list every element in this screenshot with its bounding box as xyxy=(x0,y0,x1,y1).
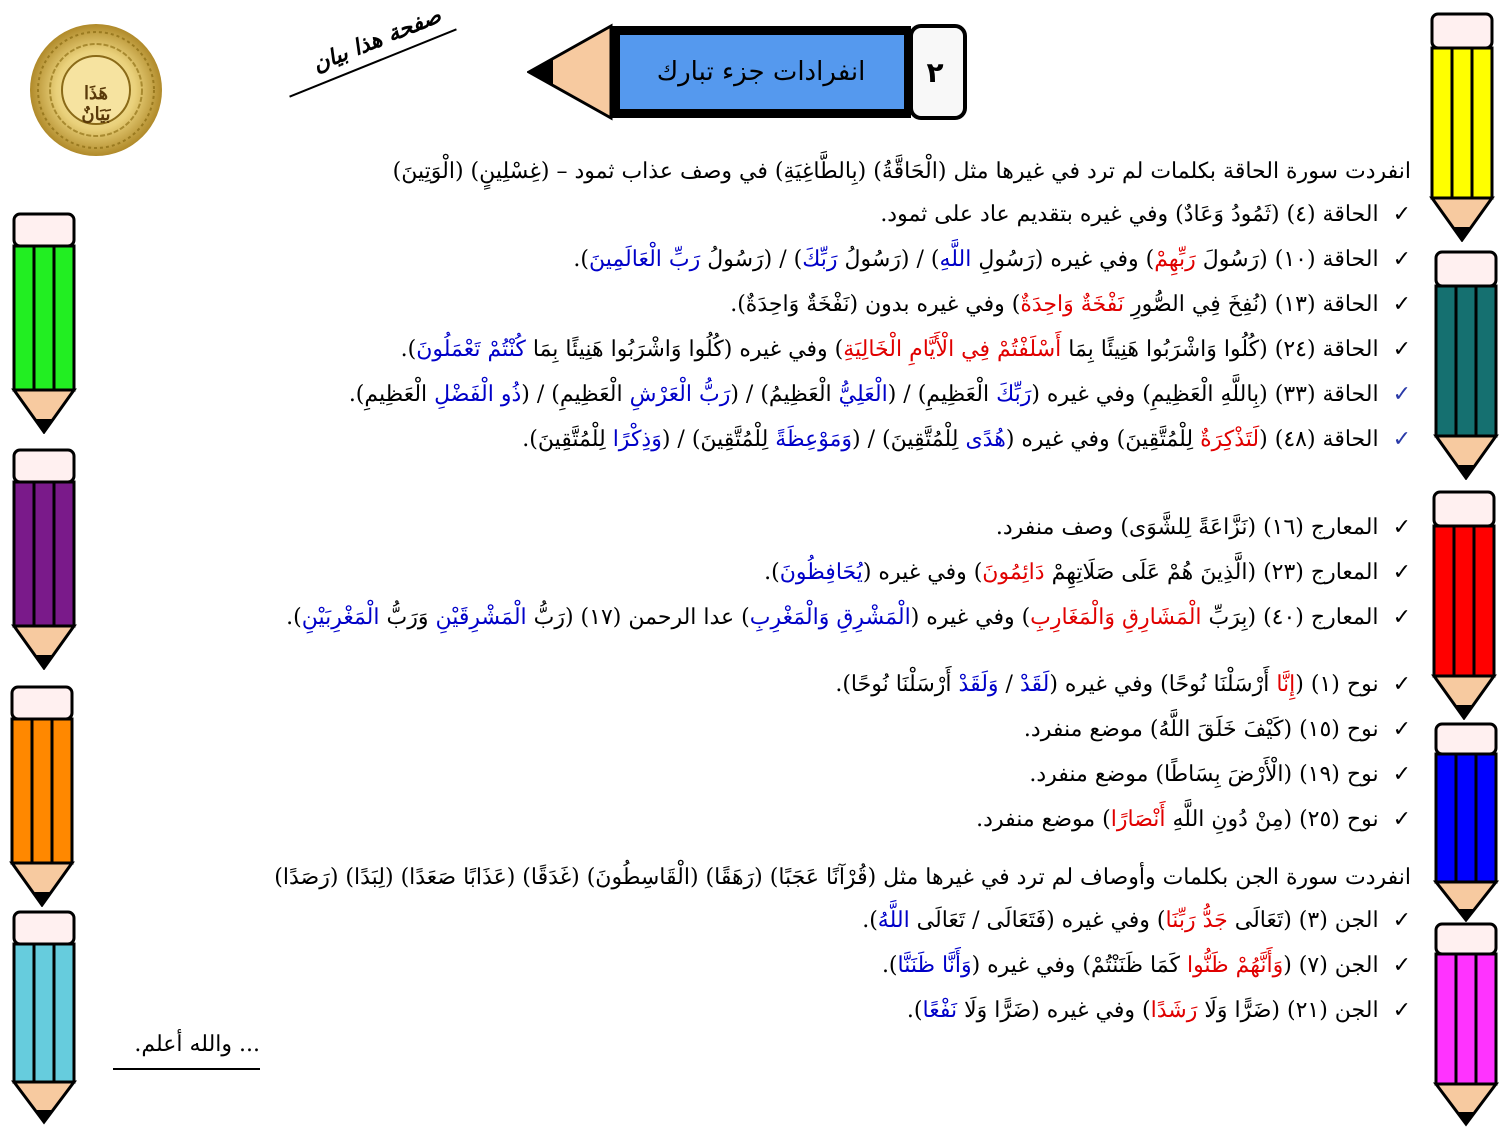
list-item xyxy=(131,282,1411,327)
item-text: ) وفي غيره ( xyxy=(862,560,983,585)
item-text: كَمَا ظَنَنْتُمْ) وفي غيره ( xyxy=(971,953,1187,978)
checkmark-icon: ✓ xyxy=(1392,605,1411,630)
list-item xyxy=(131,797,1411,842)
item-text: المعارج (١٦) (نَزَّاعَةً لِلشَّوَى) وصف منفرد. xyxy=(995,515,1379,540)
closing-text: ... والله أعلم. xyxy=(134,1032,260,1057)
section-intro: انفردت سورة الجن بكلمات وأوصاف لم ترد في غيرها مثل (قُرْآنًا عَجَبًا) (رَهَقًا) (الْقَاسِطُونَ) (غَدَقًا) (عَذَابًا صَعَدًا) (لِبَدًا) (رَصَدًا) xyxy=(274,865,1411,890)
checkmark-icon: ✓ xyxy=(1392,908,1411,933)
section-jinn xyxy=(131,898,1411,1033)
list-item xyxy=(131,595,1411,640)
item-text: ) موضع منفرد. xyxy=(976,807,1111,832)
checkmark-icon: ✓ xyxy=(1392,515,1411,540)
item-text: لَقَدْ xyxy=(1019,672,1050,697)
page-title: انفرادات جزء تبارك xyxy=(656,57,866,87)
list-item xyxy=(131,550,1411,595)
item-text: ) وفي غيره ( xyxy=(910,605,1031,630)
item-text: وَرَبُّ xyxy=(379,605,436,630)
teal-pencil-icon xyxy=(1432,250,1500,480)
item-text: كُنْتُمْ تَعْمَلُونَ xyxy=(416,337,526,362)
item-text: أَرْسَلْنَا نُوحًا). xyxy=(835,672,959,697)
item-text: الْمَغْرِبَيْنِ xyxy=(301,605,380,630)
item-text: الْعَظِيمِ) / ( xyxy=(521,382,630,407)
checkmark-icon: ✓ xyxy=(1392,672,1411,697)
item-text: نوح (١٩) (الْأَرْضَ بِسَاطًا) موضع منفرد. xyxy=(1029,762,1379,787)
item-text: لَتَذْكِرَةٌ xyxy=(1200,427,1260,452)
item-text: أَسْلَفْتُمْ فِي الْأَيَّامِ الْخَالِيَةِ xyxy=(843,337,1062,362)
item-text: جَدُّ رَبِّنَا xyxy=(1165,908,1228,933)
item-text: ) وفي غيره (ضَرًّا وَلَا xyxy=(957,998,1151,1023)
list-item xyxy=(131,988,1411,1033)
item-text: ) وفي غيره (رَسُولِ xyxy=(971,247,1155,272)
checkmark-icon: ✓ xyxy=(1392,953,1411,978)
list-item xyxy=(131,417,1411,462)
item-text: ). xyxy=(862,908,878,933)
content-body xyxy=(131,152,1411,1033)
section-nuh xyxy=(131,662,1411,842)
item-text: الحاقة (١٠) (رَسُولَ xyxy=(1195,247,1379,272)
item-text: الْعَلِيُّ xyxy=(838,382,888,407)
item-text: ) عدا الرحمن (١٧) (رَبُّ xyxy=(526,605,750,630)
item-text: نوح (١٥) (كَيْفَ خَلَقَ اللَّهُ) موضع منفرد. xyxy=(1023,717,1379,742)
item-text: ). xyxy=(573,247,589,272)
list-item xyxy=(131,707,1411,752)
seal-text-line2: بَيَانٌ xyxy=(81,104,111,125)
item-text: ). xyxy=(400,337,417,362)
item-text: ذُو الْفَضْلِ xyxy=(434,382,522,407)
checkmark-icon: ✓ xyxy=(1392,807,1411,832)
item-text: لِلْمُتَّقِينَ) وفي غيره ( xyxy=(1005,427,1201,452)
red-pencil-icon xyxy=(1430,490,1498,720)
item-text: لِلْمُتَّقِينَ). xyxy=(522,427,613,452)
item-text: أَنْصَارًا xyxy=(1110,807,1166,832)
item-text: الجن (٣) (تَعَالَى xyxy=(1227,908,1379,933)
checkmark-icon: ✓ xyxy=(1392,382,1411,407)
page-number: ٢ xyxy=(926,55,944,89)
blue-pencil-icon xyxy=(1432,722,1500,922)
checkmark-icon: ✓ xyxy=(1392,292,1411,317)
item-text: الحاقة (١٣) (نُفِخَ فِي الصُّورِ xyxy=(1123,292,1379,317)
item-text: وَمَوْعِظَةً xyxy=(775,427,853,452)
item-text: الْعَظِيمِ). xyxy=(348,382,435,407)
list-item xyxy=(131,237,1411,282)
item-text: ). xyxy=(764,560,780,585)
checkmark-icon: ✓ xyxy=(1392,202,1411,227)
item-text: نوح (٢٥) (مِنْ دُونِ اللَّهِ xyxy=(1165,807,1379,832)
item-text: المعارج (٤٠) (بِرَبِّ xyxy=(1201,605,1379,630)
item-text: رَبِّ الْعَالَمِينَ xyxy=(588,247,701,272)
list-item xyxy=(131,192,1411,237)
checkmark-icon: ✓ xyxy=(1392,560,1411,585)
magenta-pencil-icon xyxy=(1432,922,1500,1127)
item-text: رَبُّ الْعَرْشِ xyxy=(629,382,731,407)
item-text: وَأَنَّهُمْ ظَنُّوا xyxy=(1186,953,1284,978)
green-pencil-icon xyxy=(10,212,78,434)
item-text: ). xyxy=(906,998,923,1023)
light-blue-pencil-icon xyxy=(10,910,78,1125)
item-text: الحاقة (٤٨) ( xyxy=(1259,427,1379,452)
section-haqqa xyxy=(131,192,1411,462)
item-text: رَبِّهِمْ xyxy=(1154,247,1196,272)
item-text: ) / (رَسُولُ xyxy=(700,247,803,272)
item-text: اللَّهُ xyxy=(877,908,910,933)
item-text: الْمَشْرِقَيْنِ xyxy=(435,605,527,630)
orange-pencil-icon xyxy=(8,685,76,907)
checkmark-icon: ✓ xyxy=(1392,427,1411,452)
item-text: وَأَنَّا ظَنَنَّا xyxy=(897,953,972,978)
item-text: الجن (٢١) (ضَرًّا وَلَا xyxy=(1197,998,1379,1023)
item-text: الْعَظِيمُ) / ( xyxy=(730,382,839,407)
item-text: ) / (رَسُولُ xyxy=(837,247,940,272)
list-item xyxy=(131,943,1411,988)
item-text: ) وفي غيره (فَتَعَالَى / تَعَالَى xyxy=(909,908,1166,933)
item-text: رَبِّكَ xyxy=(996,382,1032,407)
seal-text xyxy=(66,60,126,150)
list-item xyxy=(131,505,1411,550)
item-text: أَرْسَلْنَا نُوحًا) وفي غيره ( xyxy=(1049,672,1277,697)
seal-text-line1: هَذَا xyxy=(84,83,108,105)
item-text: هُدًى xyxy=(965,427,1006,452)
item-text: رَشَدًا xyxy=(1150,998,1198,1023)
item-text: يُحَافِظُونَ xyxy=(779,560,863,585)
item-text: الْمَشْرِقِ وَالْمَغْرِبِ xyxy=(749,605,911,630)
list-item xyxy=(131,327,1411,372)
item-text: نَفْخَةٌ وَاحِدَةٌ xyxy=(1020,292,1124,317)
list-item xyxy=(131,662,1411,707)
item-text: رَبِّكَ xyxy=(802,247,838,272)
item-text: الحاقة (٤) (ثَمُودُ وَعَادٌ) وفي غيره بتقديم عاد على ثمود. xyxy=(880,202,1379,227)
item-text: لِلْمُتَّقِينَ) / ( xyxy=(661,427,776,452)
list-item xyxy=(131,752,1411,797)
item-text: ) وفي غيره (كُلُوا وَاشْرَبُوا هَنِيئًا بِمَا xyxy=(525,337,844,362)
checkmark-icon: ✓ xyxy=(1392,337,1411,362)
item-text: نوح (١) ( xyxy=(1295,672,1379,697)
checkmark-icon: ✓ xyxy=(1392,717,1411,742)
item-text: الحاقة (٢٤) (كُلُوا وَاشْرَبُوا هَنِيئًا بِمَا xyxy=(1061,337,1379,362)
checkmark-icon: ✓ xyxy=(1392,998,1411,1023)
title-pencil-banner xyxy=(527,22,969,122)
item-text: الْمَشَارِقِ وَالْمَغَارِبِ xyxy=(1030,605,1202,630)
item-text: الحاقة (٣٣) (بِاللَّهِ الْعَظِيمِ) وفي غيره ( xyxy=(1031,382,1379,407)
item-text: دَائِمُونَ xyxy=(982,560,1045,585)
item-text: نَفْعًا xyxy=(922,998,958,1023)
yellow-pencil-icon xyxy=(1428,12,1496,242)
list-item xyxy=(131,898,1411,943)
item-text: ) وفي غيره بدون (نَفْخَةٌ وَاحِدَةٌ). xyxy=(730,292,1021,317)
item-text: الْعَظِيمِ) / ( xyxy=(887,382,997,407)
item-text: / xyxy=(998,672,1020,697)
closing-underline xyxy=(113,1068,260,1070)
section-intro: انفردت سورة الحاقة بكلمات لم ترد في غيرها مثل (الْحَاقَّةُ) (بِالطَّاغِيَةِ) في وصف عذاب ثمود – (غِسْلِينٍ) (الْوَتِينَ) xyxy=(392,159,1411,184)
item-text: ). xyxy=(881,953,898,978)
checkmark-icon: ✓ xyxy=(1392,762,1411,787)
section-maarij xyxy=(131,505,1411,640)
item-text: لِلْمُتَّقِينَ) / ( xyxy=(852,427,966,452)
checkmark-icon: ✓ xyxy=(1392,247,1411,272)
list-item xyxy=(131,372,1411,417)
item-text: وَلَقَدْ xyxy=(958,672,999,697)
item-text: الجن (٧) ( xyxy=(1283,953,1379,978)
item-text: اللَّهِ xyxy=(939,247,972,272)
page-label: صفحة هذا بيان xyxy=(309,3,445,78)
item-text: ). xyxy=(286,605,302,630)
purple-pencil-icon xyxy=(10,448,78,670)
item-text: وَذِكْرًا xyxy=(612,427,662,452)
item-text: المعارج (٢٣) (الَّذِينَ هُمْ عَلَى صَلَاتِهِمْ xyxy=(1044,560,1379,585)
item-text: إِنَّا xyxy=(1276,672,1296,697)
